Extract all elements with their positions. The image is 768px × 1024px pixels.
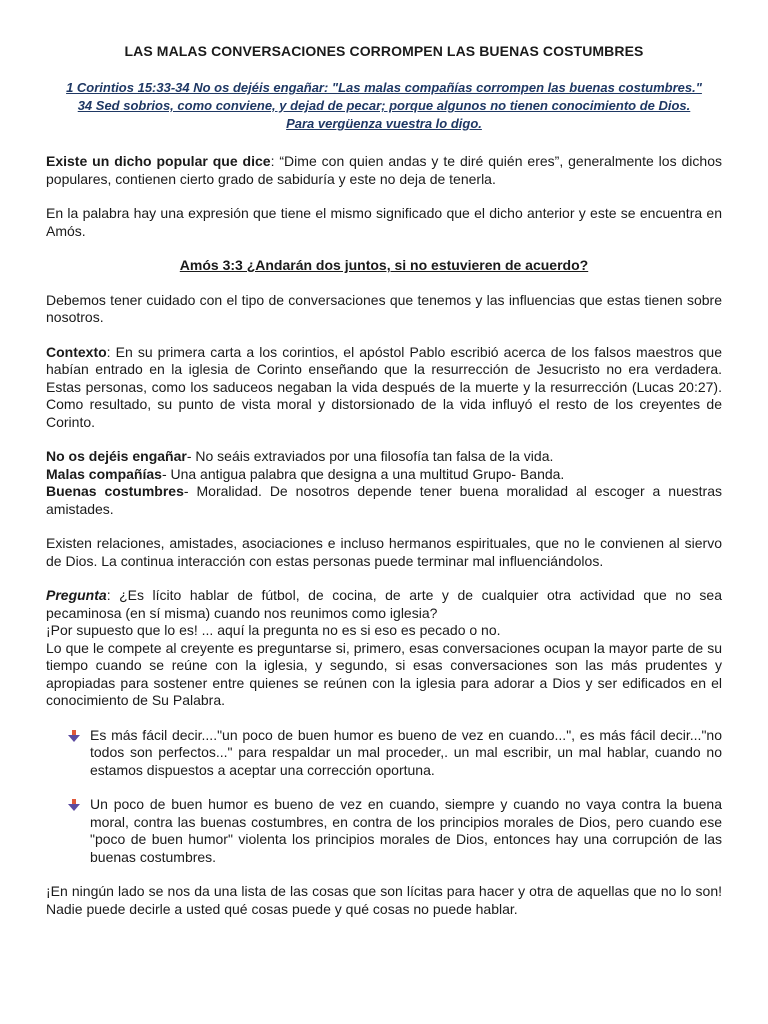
definition-item [46,466,722,484]
bullet-list [46,727,722,867]
definition-item [46,448,722,466]
definition-text: - No seáis extraviados por una filosofía tan falsa de la vida. [186,448,554,464]
bullet-text: Es más fácil decir...."un poco de buen humor es bueno de vez en cuando...", es más fácil decir..."no todos son perfectos..." para respaldar un mal proceder,. un mal escribir, un mal hablar, cuando no estamos dispuestos a aceptar una corrección oportuna. [90,726,722,778]
verse-line: Para vergüenza vuestra lo digo. [286,116,482,131]
paragraph-palabra: En la palabra hay una expresión que tiene el mismo significado que el dicho anterior y este se encuentra en Amós. [46,205,722,239]
definition-text: - Una antigua palabra que designa a una multitud Grupo- Banda. [161,465,565,482]
definition-term: No os dejéis engañar [46,448,187,464]
paragraph-pregunta [46,587,722,622]
amos-heading: Amós 3:3 ¿Andarán dos juntos, si no estuvieren de acuerdo? [179,257,589,273]
contexto-text: : En su primera carta a los corintios, el apóstol Pablo escribió acerca de los falsos maestros que habían entrado en la iglesia de Corinto enseñando que la resurrección de Jesucristo no era verdadera. Estas personas, como los saduceos negaban la vida después de la muerte y la resurrección (Lucas 20:27). Como resultado, su punto de vista moral y distorsionado de la vida influyó el resto de los creyentes de Corinto. [46,343,722,430]
verse-quote [46,79,722,133]
paragraph-cuidado: Debemos tener cuidado con el tipo de conversaciones que tenemos y las influencias que estas tienen sobre nosotros. [46,291,722,325]
pregunta-text: : ¿Es lícito hablar de fútbol, de cocina, de arte y de cualquier otra actividad que no sea pecaminosa (en sí misma) cuando nos reunimos como iglesia? [46,587,722,621]
dicho-label: Existe un dicho popular que dice [46,153,271,169]
contexto-label: Contexto [46,343,107,360]
page-title: LAS MALAS CONVERSACIONES CORROMPEN LAS BUENAS COSTUMBRES [124,43,644,59]
definition-term: Buenas costumbres [46,483,184,499]
arrow-bullet-icon [68,730,80,742]
verse-line: 34 Sed sobrios, como conviene, y dejad de pecar; porque algunos no tienen conocimiento de Dios. [77,98,691,113]
paragraph-dicho [46,153,722,188]
paragraph-compete: Lo que le compete al creyente es preguntarse si, primero, esas conversaciones ocupan la mayor parte de su tiempo cuando se reúne con la iglesia, y segundo, si esas conversaciones son las más prudentes y apropiadas para sostener entre quienes se reúnen con la iglesia para adorar a Dios y ser edificados en el conocimiento de Su Palabra. [46,639,722,708]
paragraph-relaciones: Existen relaciones, amistades, asociaciones e incluso hermanos espirituales, que no le convienen al siervo de Dios. La continua interacción con estas personas puede terminar mal influenciándolos. [46,535,722,569]
list-item [90,796,722,866]
list-item [90,727,722,780]
arrow-bullet-icon [68,799,80,811]
definition-text: - Moralidad. De nosotros depende tener buena moralidad al escoger a nuestras amistades. [46,483,722,517]
definition-term: Malas compañías [46,465,162,482]
bullet-text: Un poco de buen humor es bueno de vez en cuando, siempre y cuando no vaya contra la buena moral, contra las buenas costumbres, en contra de los principios morales de Dios, pero cuando ese "poco de buen humor" violenta los principios morales de Dios, entonces hay una corrupción de las buenas costumbres. [90,796,722,865]
verse-line: 1 Corintios 15:33-34 No os dejéis engañar: "Las malas compañías corrompen las buenas costumbres." [66,80,702,95]
paragraph-final: ¡En ningún lado se nos da una lista de las cosas que son lícitas para hacer y otra de aquellas que no lo son! Nadie puede decirle a usted qué cosas puede y qué cosas no puede hablar. [46,883,722,917]
answer-line: ¡Por supuesto que lo es! ... aquí la pregunta no es si eso es pecado o no. [46,622,501,638]
pregunta-label: Pregunta [46,587,107,603]
paragraph-contexto [46,344,722,432]
dicho-text: : “Dime con quien andas y te diré quién eres”, generalmente los dichos populares, contienen cierto grado de sabiduría y este no deja de tenerla. [46,153,722,187]
definition-item [46,483,722,518]
